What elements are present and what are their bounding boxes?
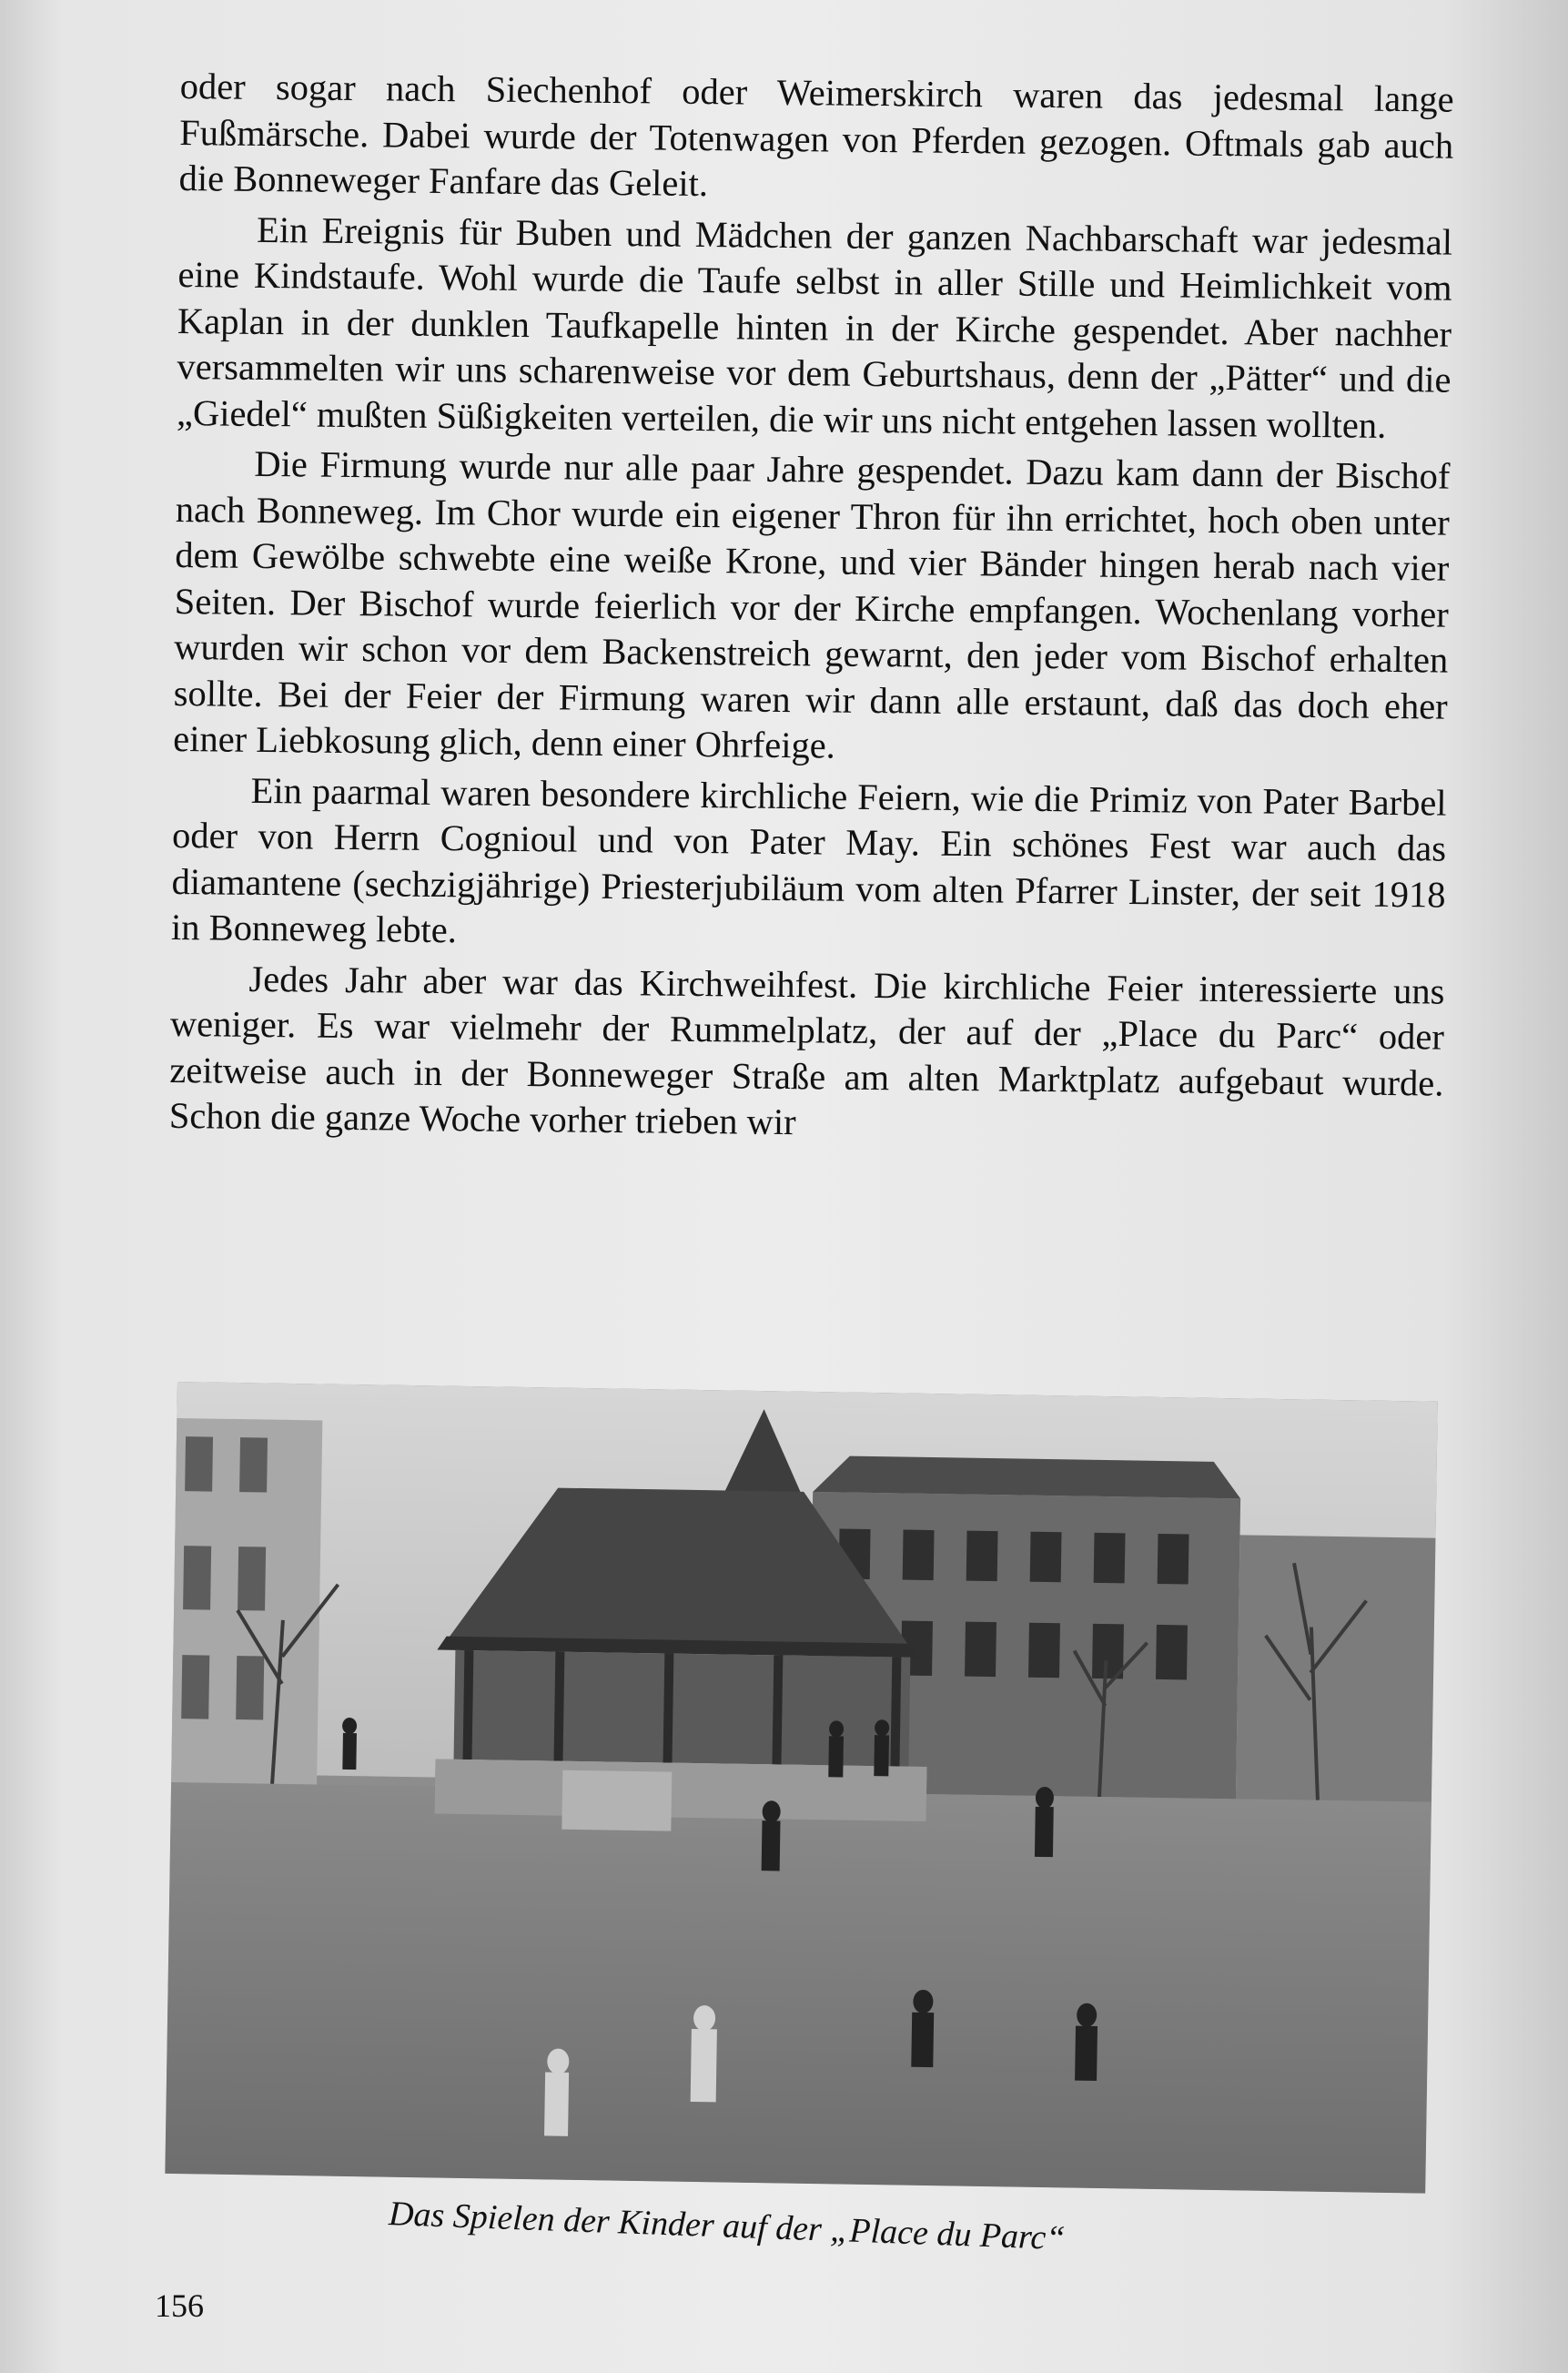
paragraph-5: Jedes Jahr aber war das Kirchweihfest. Die kirchliche Feier interessierte uns weniger. Es war vielmehr der Rummelplatz, der auf der „Place du Parc“ oder zeitweise auch in der Bonneweger Straße am alten Marktplatz aufgebaut wurde. Schon die ganze Woche vorher trieben wir: [168, 958, 1445, 1143]
paragraph-4: Ein paarmal waren besondere kirchliche Feiern, wie die Primiz von Pater Barbel oder von Herrn Cognioul und von Pater May. Ein schönes Fest war auch das diamantene (sechzigjährige) Priesterjubiläum vom alten Pfarrer Linster, der seit 1918 in Bonneweg lebte.: [170, 769, 1447, 951]
page-number: 156: [155, 2287, 204, 2324]
paragraph-2: Ein Ereignis für Buben und Mädchen der ganzen Nachbarschaft war jedesmal eine Kindstaufe. Wohl wurde die Taufe selbst in aller Stille und Heimlichkeit vom Kaplan in der dunklen Taufkapelle hinten in der Kirche gespendet. Aber nachher versammelten wir uns scharenweise vor dem Geburtshaus, denn der „Pätter“ und die „Giedel“ mußten Süßigkeiten verteilen, die wir uns nicht entgehen lassen wollten.: [176, 208, 1453, 446]
paragraph-1: oder sogar nach Siechenhof oder Weimerskirch waren das jedesmal lange Fußmärsche. Dabei wurde der Totenwagen von Pferden gezogen. Oftmals gab auch die Bonneweger Fanfare das Geleit.: [178, 65, 1454, 205]
photograph-place-du-parc: [165, 1382, 1437, 2194]
photo-caption: Das Spielen der Kinder auf der „Place du Parc“: [388, 2194, 1067, 2258]
paragraph-3: Die Firmung wurde nur alle paar Jahre gespendet. Dazu kam dann der Bischof nach Bonneweg. Im Chor wurde ein eigener Thron für ihn errichtet, hoch oben unter dem Gewölbe schwebte eine weiße Krone, und vier Bänder hingen herab nach vier Seiten. Der Bischof wurde feierlich vor der Kirche empfangen. Wochenlang vorher wurden wir schon vor dem Backenstreich gewarnt, den jeder vom Bischof erhalten sollte. Bei der Feier der Firmung waren wir dann alle erstaunt, daß das doch eher einer Liebkosung glich, denn einer Ohrfeige.: [172, 442, 1451, 766]
body-text: [169, 64, 1454, 1157]
